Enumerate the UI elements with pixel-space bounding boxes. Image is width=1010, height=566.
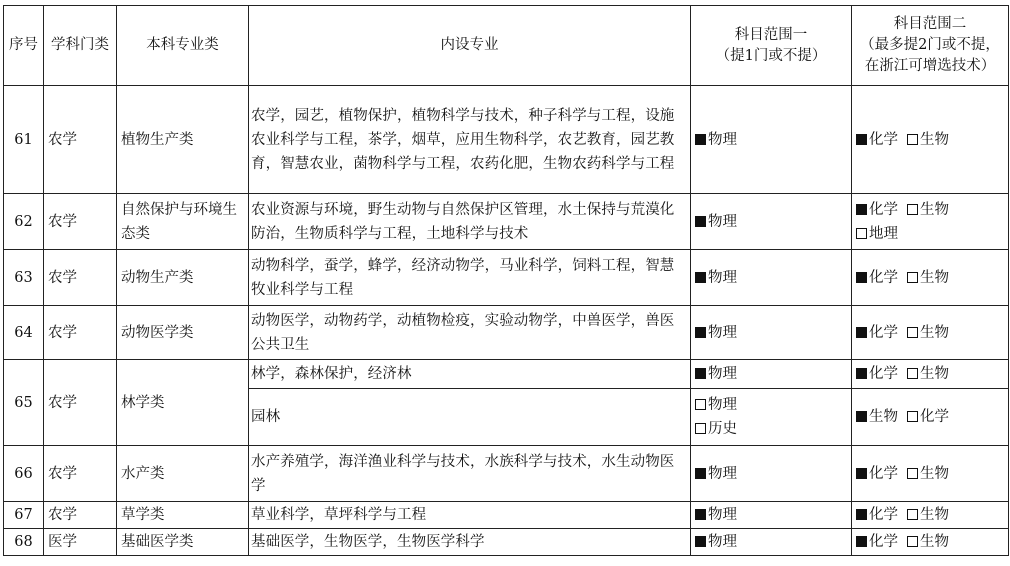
row-category: 自然保护与环境生态类 <box>117 194 249 250</box>
subject-requirements-table <box>3 5 1009 556</box>
checked-box-icon <box>856 509 867 520</box>
header-category: 本科专业类 <box>117 6 249 86</box>
subject-option <box>907 530 949 554</box>
checked-box-icon <box>856 327 867 338</box>
checked-box-icon <box>856 468 867 479</box>
checked-box-icon <box>695 536 706 547</box>
subject-requirements-sheet <box>3 5 1008 556</box>
subject-label: 化学 <box>869 507 898 523</box>
subject-option <box>856 503 898 527</box>
row-category: 动物生产类 <box>117 250 249 306</box>
subject-label: 地理 <box>869 225 898 242</box>
row-range-two <box>852 446 1009 502</box>
table-row <box>4 306 1009 360</box>
checked-box-icon <box>695 509 706 520</box>
range-one-title: 科目范围一 <box>734 26 808 43</box>
subject-option <box>856 405 898 429</box>
row-discipline: 农学 <box>44 306 117 360</box>
range-two-note-1: （最多提2门或不提， <box>860 37 1000 53</box>
subject-label: 物理 <box>708 213 737 230</box>
row-discipline: 农学 <box>44 86 117 194</box>
row-range-two <box>852 389 1009 446</box>
row-range-two <box>852 529 1009 556</box>
row-category: 草学类 <box>117 502 249 529</box>
subject-option <box>907 362 949 386</box>
subject-label: 生物 <box>869 409 898 425</box>
unchecked-box-icon <box>907 134 918 145</box>
subject-label: 物理 <box>708 269 737 286</box>
row-discipline: 农学 <box>44 194 117 250</box>
subject-option <box>907 405 949 429</box>
range-one-note: （提1门或不提） <box>715 47 827 64</box>
subject-label: 生物 <box>920 465 949 482</box>
subject-option <box>856 222 898 246</box>
row-majors: 林学，森林保护，经济林 <box>249 360 691 389</box>
row-majors: 基础医学，生物医学，生物医学科学 <box>249 529 691 556</box>
row-category: 林学类 <box>117 360 249 446</box>
subject-label: 历史 <box>708 421 737 437</box>
subject-option <box>856 198 898 222</box>
checked-box-icon <box>856 536 867 547</box>
row-majors: 草业科学，草坪科学与工程 <box>249 502 691 529</box>
row-range-two <box>852 306 1009 360</box>
header-range-two <box>852 6 1009 86</box>
unchecked-box-icon <box>907 272 918 283</box>
row-discipline: 农学 <box>44 446 117 502</box>
row-range-one <box>691 529 852 556</box>
subject-label: 物理 <box>708 131 737 148</box>
row-majors: 园林 <box>249 389 691 446</box>
subject-option <box>856 128 898 152</box>
row-discipline: 医学 <box>44 529 117 556</box>
unchecked-box-icon <box>907 204 918 215</box>
subject-option <box>695 321 737 345</box>
row-range-one <box>691 194 852 250</box>
row-majors: 农学，园艺，植物保护，植物科学与技术，种子科学与工程，设施农业科学与工程，茶学，烟草，应用生物科学，农艺教育，园艺教育，智慧农业，菌物科学与工程，农药化肥，生物农药科学与工程 <box>249 86 691 194</box>
row-discipline: 农学 <box>44 360 117 446</box>
table-body <box>4 86 1009 556</box>
row-number: 67 <box>4 502 44 529</box>
row-majors: 水产养殖学，海洋渔业科学与技术，水族科学与技术，水生动物医学 <box>249 446 691 502</box>
row-range-two <box>852 502 1009 529</box>
row-number: 61 <box>4 86 44 194</box>
row-majors: 农业资源与环境，野生动物与自然保护区管理，水土保持与荒漠化防治，生物质科学与工程，土地科学与技术 <box>249 194 691 250</box>
row-category: 水产类 <box>117 446 249 502</box>
row-majors: 动物医学，动物药学，动植物检疫，实验动物学，中兽医学，兽医公共卫生 <box>249 306 691 360</box>
subject-label: 化学 <box>869 324 898 341</box>
table-row <box>4 86 1009 194</box>
subject-label: 生物 <box>920 534 949 550</box>
subject-option <box>907 503 949 527</box>
subject-option <box>695 462 737 486</box>
row-range-one <box>691 389 852 446</box>
row-number: 68 <box>4 529 44 556</box>
row-range-two <box>852 194 1009 250</box>
subject-option <box>856 462 898 486</box>
checked-box-icon <box>695 216 706 227</box>
checked-box-icon <box>856 272 867 283</box>
unchecked-box-icon <box>907 327 918 338</box>
subject-label: 生物 <box>920 324 949 341</box>
subject-label: 化学 <box>869 269 898 286</box>
subject-label: 生物 <box>920 366 949 382</box>
subject-label: 化学 <box>869 534 898 550</box>
row-category: 基础医学类 <box>117 529 249 556</box>
subject-label: 化学 <box>869 201 898 218</box>
row-range-one <box>691 446 852 502</box>
subject-option <box>907 198 949 222</box>
subject-label: 生物 <box>920 507 949 523</box>
subject-option <box>856 530 898 554</box>
table-row <box>4 250 1009 306</box>
row-range-one <box>691 360 852 389</box>
subject-option <box>695 530 737 554</box>
subject-label: 化学 <box>920 409 949 425</box>
row-range-one <box>691 250 852 306</box>
subject-option <box>856 266 898 290</box>
subject-label: 生物 <box>920 131 949 148</box>
row-range-one <box>691 306 852 360</box>
unchecked-box-icon <box>907 468 918 479</box>
checked-box-icon <box>856 411 867 422</box>
header-no: 序号 <box>4 6 44 86</box>
unchecked-box-icon <box>907 509 918 520</box>
unchecked-box-icon <box>907 411 918 422</box>
table-row <box>4 360 1009 389</box>
subject-label: 化学 <box>869 465 898 482</box>
range-two-note-2: 在浙江可增选技术） <box>864 58 996 74</box>
row-range-one <box>691 86 852 194</box>
header-majors: 内设专业 <box>249 6 691 86</box>
row-discipline: 农学 <box>44 502 117 529</box>
unchecked-box-icon <box>695 423 706 434</box>
subject-option <box>907 128 949 152</box>
table-row <box>4 446 1009 502</box>
subject-option <box>907 266 949 290</box>
subject-option <box>695 128 737 152</box>
subject-option <box>695 210 737 234</box>
row-range-two <box>852 250 1009 306</box>
row-number: 62 <box>4 194 44 250</box>
subject-label: 物理 <box>708 324 737 341</box>
row-range-two <box>852 86 1009 194</box>
checked-box-icon <box>695 134 706 145</box>
subject-label: 物理 <box>708 366 737 382</box>
row-range-two <box>852 360 1009 389</box>
subject-option <box>695 362 737 386</box>
table-header-row <box>4 6 1009 86</box>
subject-label: 物理 <box>708 534 737 550</box>
header-range-one <box>691 6 852 86</box>
unchecked-box-icon <box>907 536 918 547</box>
unchecked-box-icon <box>856 228 867 239</box>
unchecked-box-icon <box>907 368 918 379</box>
subject-label: 物理 <box>708 397 737 413</box>
subject-label: 物理 <box>708 465 737 482</box>
table-row <box>4 502 1009 529</box>
checked-box-icon <box>695 468 706 479</box>
subject-label: 物理 <box>708 507 737 523</box>
checked-box-icon <box>695 272 706 283</box>
subject-label: 生物 <box>920 201 949 218</box>
checked-box-icon <box>695 327 706 338</box>
unchecked-box-icon <box>695 399 706 410</box>
row-number: 63 <box>4 250 44 306</box>
row-number: 64 <box>4 306 44 360</box>
row-category: 动物医学类 <box>117 306 249 360</box>
subject-option <box>695 417 840 441</box>
subject-option <box>907 462 949 486</box>
checked-box-icon <box>856 134 867 145</box>
table-row <box>4 529 1009 556</box>
subject-option <box>907 321 949 345</box>
row-majors: 动物科学，蚕学，蜂学，经济动物学，马业科学，饲料工程，智慧牧业科学与工程 <box>249 250 691 306</box>
checked-box-icon <box>695 368 706 379</box>
row-number: 66 <box>4 446 44 502</box>
subject-option <box>695 503 737 527</box>
row-range-one <box>691 502 852 529</box>
row-discipline: 农学 <box>44 250 117 306</box>
table-row <box>4 194 1009 250</box>
subject-option <box>856 321 898 345</box>
subject-option <box>856 362 898 386</box>
row-number: 65 <box>4 360 44 446</box>
checked-box-icon <box>856 204 867 215</box>
checked-box-icon <box>856 368 867 379</box>
subject-option <box>695 266 737 290</box>
subject-option <box>695 393 840 417</box>
subject-label: 化学 <box>869 366 898 382</box>
subject-label: 生物 <box>920 269 949 286</box>
header-discipline: 学科门类 <box>44 6 117 86</box>
subject-label: 化学 <box>869 131 898 148</box>
range-two-title: 科目范围二 <box>893 16 967 32</box>
row-category: 植物生产类 <box>117 86 249 194</box>
